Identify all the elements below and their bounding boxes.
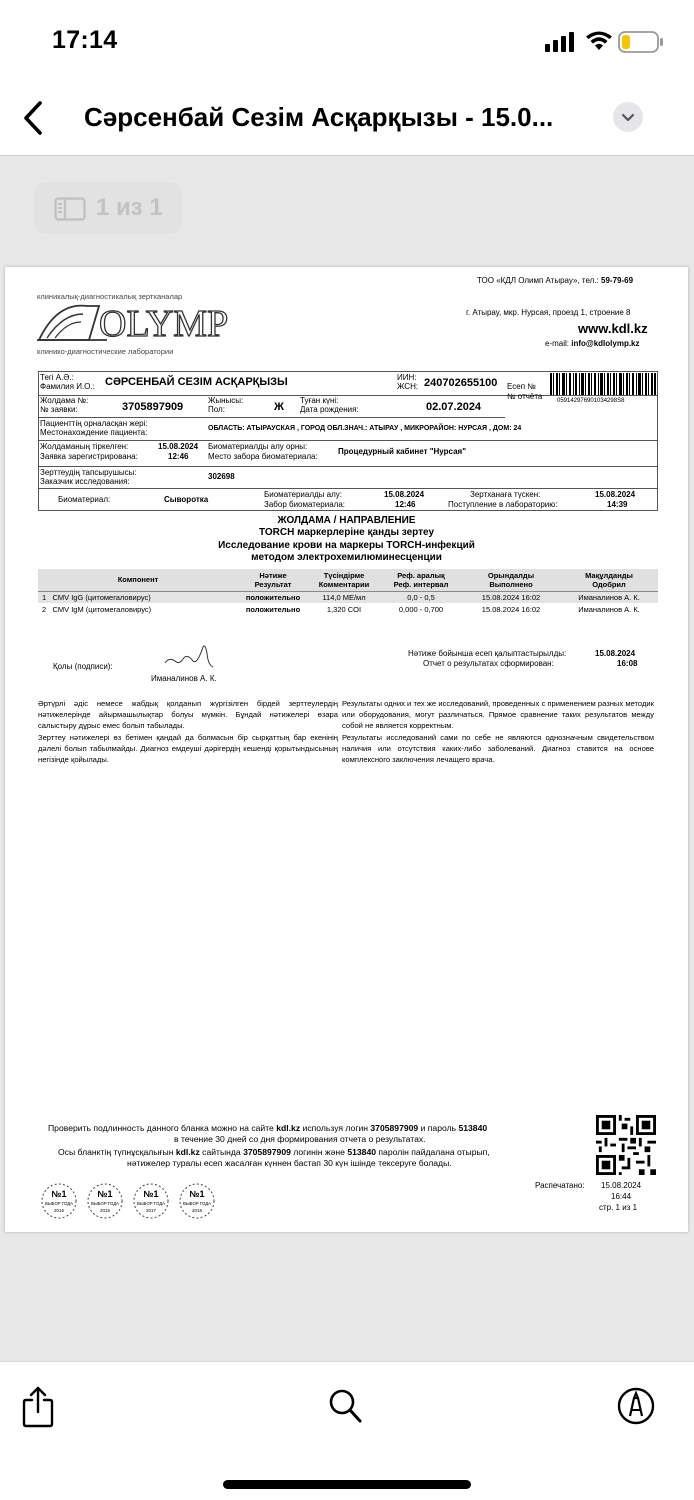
lab-report-page <box>5 267 688 1232</box>
col-result: Нәтиже Результат <box>238 569 308 591</box>
patient-sex: Ж <box>274 401 284 413</box>
company-name: ТОО «КДЛ Олимп Атырау», тел.: <box>477 276 599 285</box>
svg-text:№1: №1 <box>97 1189 113 1199</box>
report-formed-date: 15.08.2024 <box>595 649 636 658</box>
label-request-ru: № заявки: <box>40 405 78 414</box>
request-number: 3705897909 <box>122 401 184 413</box>
table-row: 1 CMV IgG (цитомегаловирус) положительно 114,0 МЕ/мл 0,0 - 0,5 15.08.2024 16:02 Иманалинов А. К. <box>38 591 658 603</box>
svg-text:ВЫБОР ГОДА: ВЫБОР ГОДА <box>45 1201 73 1206</box>
status-bar <box>0 0 694 84</box>
svg-text:ВЫБОР ГОДА: ВЫБОР ГОДА <box>137 1201 165 1206</box>
document-title[interactable]: Сәрсенбай Сезім Асқарқызы - 15.0... <box>84 102 554 132</box>
report-barcode-number: 059142976901034298S8 <box>557 398 625 404</box>
disclaimer-ru-1: Результаты одних и тех же исследований, проведенных с применением разных методик или оборудования, могут различаться. Прямое сравнение таких результатов между собой не является корректным. <box>342 699 654 730</box>
report-barcode <box>550 373 656 395</box>
disclaimer-kz-1: Әртүрлі әдіс немесе жабдық қолданып жүргізілген бірдей зерттеулердің нәтижелерінде айырмашылықтар болуы мүмкін. Бұндай нәтижелері өзара салыстыру дұрыс емес болып табылады. <box>38 699 338 730</box>
biomaterial-value: Сыворотка <box>164 495 209 504</box>
company-email-line <box>545 340 640 349</box>
share-button[interactable] <box>18 1384 58 1428</box>
report-formed-kz: Нәтиже бойынша есеп қалыптастырылды: <box>408 649 567 658</box>
received-time: 14:39 <box>607 500 628 509</box>
document-viewer[interactable] <box>0 156 694 1361</box>
svg-text:2017: 2017 <box>145 1208 157 1213</box>
svg-text:2015: 2015 <box>53 1208 65 1213</box>
svg-text:№1: №1 <box>189 1189 205 1199</box>
label-sex-kz: Жынысы: <box>208 396 244 405</box>
label-dob-ru: Дата рождения: <box>300 405 359 414</box>
label-registered-kz: Жолдаманың тіркелген: <box>40 442 129 451</box>
home-indicator[interactable] <box>223 1480 471 1489</box>
label-dob-kz: Туған күні: <box>300 396 339 405</box>
verify-ru-line1: Проверить подлинность данного бланка можно на сайте kdl.kz используя логин 3705897909 и пароль 513840 <box>48 1123 488 1133</box>
clock: 17:14 <box>52 26 118 54</box>
label-biomaterial: Биоматериал: <box>58 495 111 504</box>
patient-dob: 02.07.2024 <box>426 401 482 413</box>
label-sex-ru: Пол: <box>208 405 225 414</box>
olymp-logo <box>37 300 229 342</box>
label-bio-place-ru: Место забора биоматериала: <box>208 452 318 461</box>
qr-code <box>596 1115 656 1175</box>
report-formed-time: 16:08 <box>617 659 638 668</box>
col-comment: Түсіндірме Комментарии <box>308 569 380 591</box>
company-address: г. Атырау, мкр. Нурсая, проезд 1, строение 8 <box>466 308 631 317</box>
printed-date: 15.08.2024 <box>601 1181 642 1190</box>
bottom-toolbar <box>0 1361 694 1500</box>
label-registered-ru: Заявка зарегистрирована: <box>40 452 138 461</box>
col-reference: Реф. аралық Реф. интервал <box>380 569 462 591</box>
label-customer-ru: Заказчик исследования: <box>40 477 130 486</box>
cellular-signal-icon <box>545 32 577 52</box>
logo-caption-ru: клинико-диагностические лаборатории <box>37 347 174 356</box>
verify-kz-line2: нәтижелер туралы есеп жасалған күннен бастап 30 күн ішінде тексеруге болады. <box>127 1158 452 1168</box>
customer-code: 302698 <box>208 472 235 481</box>
results-header-row <box>38 569 658 591</box>
registered-date: 15.08.2024 <box>158 442 199 451</box>
label-report-ru: № отчёта <box>507 392 543 401</box>
label-received-ru: Поступление в лабораторию: <box>448 500 558 509</box>
printed-label: Распечатано: <box>535 1181 585 1190</box>
signer-name: Иманалинов А. К. <box>151 674 217 683</box>
logo-caption-kz: клиникалық-диагностикалық зертханалар <box>37 292 183 301</box>
chevron-down-icon <box>613 102 643 132</box>
label-received-kz: Зертханаға түскен: <box>470 490 541 499</box>
collected-date: 15.08.2024 <box>384 490 425 499</box>
navigation-bar <box>0 84 694 156</box>
label-customer-kz: Зерттеудің тапсырушысы: <box>40 468 137 477</box>
patient-name: СӘРСЕНБАЙ СЕЗІМ АСҚАРҚЫЗЫ <box>105 376 288 388</box>
results-table <box>38 569 658 615</box>
label-iin-ru: ЖСН: <box>397 382 419 391</box>
svg-text:2016: 2016 <box>99 1208 111 1213</box>
patient-location: ОБЛАСТЬ: АТЫРАУСКАЯ , ГОРОД ОБЛ.ЗНАЧ.: АТЫРАУ , МИКРОРАЙОН: НУРСАЯ , ДОМ: 24 <box>208 425 522 432</box>
svg-text:№1: №1 <box>51 1189 67 1199</box>
label-report-kz: Есеп № <box>507 382 536 391</box>
verify-ru-line2: в течение 30 дней со дня формирования отчета о результатах. <box>174 1134 426 1144</box>
company-email[interactable]: info@kdlolymp.kz <box>571 339 640 348</box>
received-date: 15.08.2024 <box>595 490 636 499</box>
table-row: 2 CMV IgM (цитомегаловирус) положительно 1,320 COI 0,000 - 0,700 15.08.2024 16:02 Иманалинов А. К. <box>42 604 640 614</box>
svg-text:№1: №1 <box>143 1189 159 1199</box>
company-line <box>477 277 633 286</box>
label-collected-ru: Забор биоматериала: <box>264 500 345 509</box>
collection-place: Процедурный кабинет "Нурсая" <box>338 447 466 456</box>
page-number: стр. 1 из 1 <box>599 1203 638 1212</box>
report-formed-ru: Отчет о результатах сформирован: <box>423 659 554 668</box>
wifi-icon <box>585 30 613 52</box>
label-iin-kz: ИИН: <box>397 373 417 382</box>
disclaimer-kz-2: Зерттеу нәтижелері өз бетімен қандай да болмасын бір сырқаттың бар екенінің дәлелі болып табылмайды. Диагноз емдеуші дәрігердің кешенді қорытындысының негізінде қойылады. <box>38 733 338 764</box>
col-performed: Орындалды Выполнено <box>462 569 560 591</box>
battery-low-icon <box>618 31 664 53</box>
label-request-kz: Жолдама №: <box>40 396 89 405</box>
heading-method: методом электрохемилюминесценции <box>251 552 442 563</box>
search-button[interactable] <box>326 1384 366 1428</box>
registered-time: 12:46 <box>168 452 189 461</box>
heading-referral: ЖОЛДАМА / НАПРАВЛЕНИЕ <box>277 515 416 526</box>
company-phone: 59-79-69 <box>601 276 634 285</box>
svg-text:ВЫБОР ГОДА: ВЫБОР ГОДА <box>183 1201 211 1206</box>
printed-time: 16:44 <box>611 1192 632 1201</box>
back-chevron-icon[interactable] <box>18 98 48 138</box>
heading-ru: Исследование крови на маркеры TORCH-инфекций <box>218 540 475 551</box>
logo-wordmark: OLYMP <box>99 303 229 342</box>
label-location-ru: Местонахождение пациента: <box>40 428 148 437</box>
label-bio-place-kz: Биоматериалды алу орны: <box>208 442 308 451</box>
award-badge-icon <box>131 1181 171 1221</box>
svg-text:ВЫБОР ГОДА: ВЫБОР ГОДА <box>91 1201 119 1206</box>
markup-button[interactable] <box>616 1384 656 1428</box>
award-badge-icon <box>177 1181 217 1221</box>
title-menu-button[interactable] <box>613 102 643 132</box>
signature-mark <box>163 639 215 671</box>
label-collected-kz: Биоматериалды алу: <box>264 490 342 499</box>
page-indicator[interactable] <box>34 182 182 234</box>
disclaimer-ru-2: Результаты исследований сами по себе не являются однозначным свидетельством наличия или отсутствия каких-либо заболеваний. Диагноз ставится на основе комплексного заключения лечащего врача. <box>342 733 654 764</box>
heading-kz: TORCH маркерлеріне қанды зертеу <box>258 527 435 538</box>
col-component: Компонент <box>38 569 238 591</box>
label-location-kz: Пациенттің орналасқан жері: <box>40 419 148 428</box>
patient-iin: 240702655100 <box>424 377 498 389</box>
award-badge-icon <box>85 1181 125 1221</box>
sidebar-icon <box>54 197 86 221</box>
collected-time: 12:46 <box>395 500 416 509</box>
label-fio-ru: Фамилия И.О.: <box>40 382 95 391</box>
email-label: e-mail: <box>545 339 570 348</box>
company-website[interactable]: www.kdl.kz <box>578 321 648 336</box>
signature-label: Қолы (подписи): <box>53 662 113 671</box>
page-indicator-text: 1 из 1 <box>96 194 163 221</box>
svg-text:2018: 2018 <box>191 1208 203 1213</box>
verify-kz-line1: Осы бланктің түпнұсқалығын kdl.kz сайтында 3705897909 логинін және 513840 паролін пайдалана отырып, <box>58 1147 490 1157</box>
label-fio-kz: Тегі А.Ә.: <box>40 373 74 382</box>
award-badge-icon <box>39 1181 79 1221</box>
col-approved: Мақұлданды Одобрил <box>560 569 658 591</box>
